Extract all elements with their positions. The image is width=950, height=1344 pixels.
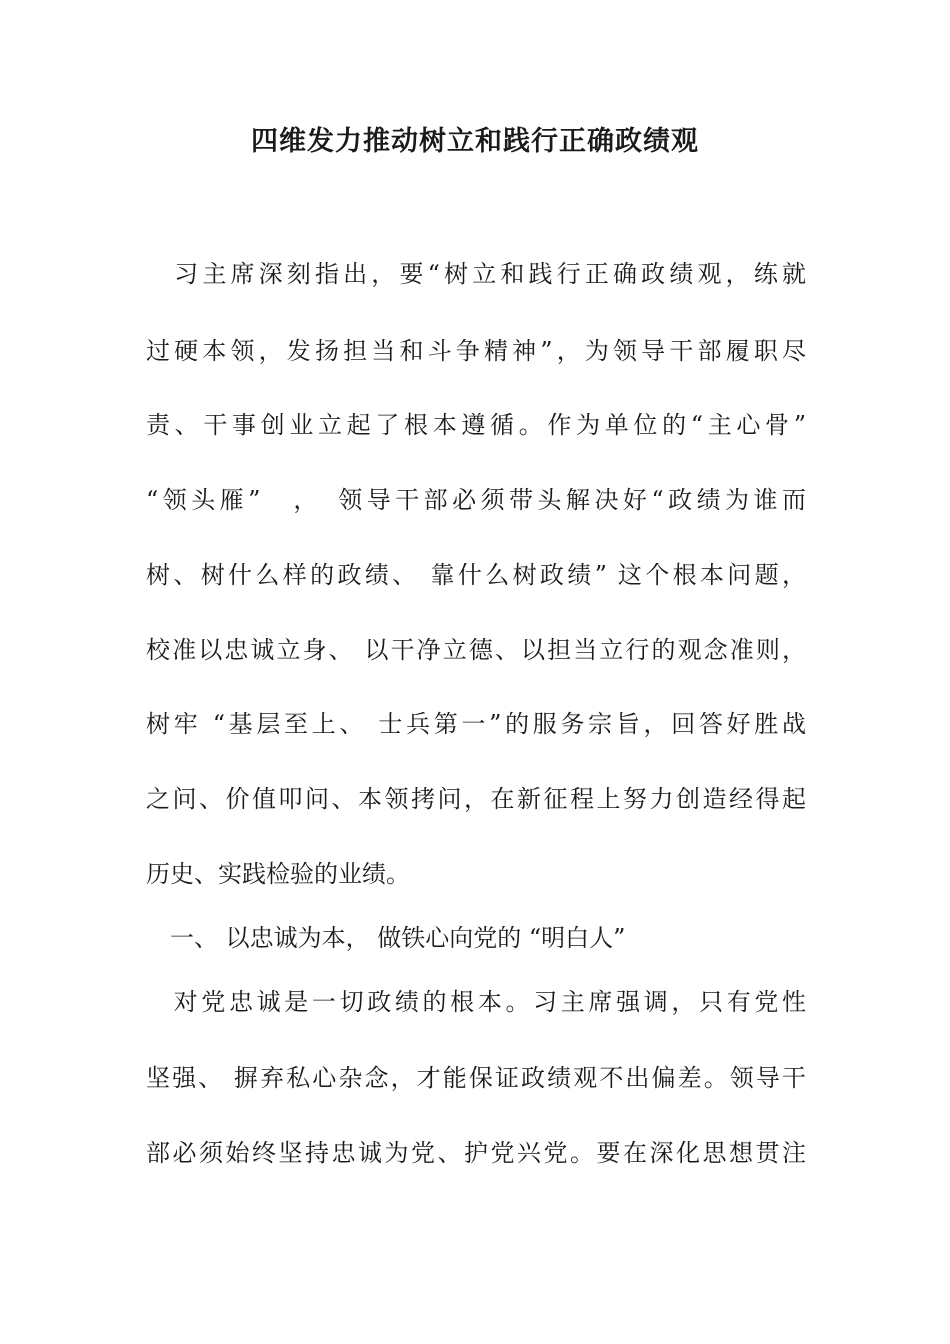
paragraph-line: 之问、价值叩问、本领拷问，在新征程上努力创造经得起 — [146, 785, 806, 813]
paragraph-line: 责、干事创业立起了根本遵循。作为单位的“主心骨” — [146, 411, 806, 439]
document-title: 四维发力推动树立和践行正确政绩观 — [251, 126, 699, 157]
paragraph-line: 树、树什么样的政绩、 靠什么树政绩” 这个根本问题， — [146, 561, 806, 589]
paragraph-line: 部必须始终坚持忠诚为党、护党兴党。要在深化思想贯注 — [146, 1139, 806, 1167]
paragraph-line: 树牢 “基层至上、 士兵第一”的服务宗旨，回答好胜战 — [146, 710, 806, 738]
paragraph-line: 过硬本领，发扬担当和斗争精神”，为领导干部履职尽 — [146, 337, 806, 365]
paragraph-line: 习主席深刻指出，要“树立和践行正确政绩观，练就 — [146, 260, 806, 288]
paragraph-line: 校准以忠诚立身、 以干净立德、以担当立行的观念准则， — [146, 636, 806, 664]
paragraph-line: “领头雁” ， 领导干部必须带头解决好“政绩为谁而 — [146, 486, 806, 514]
paragraph-line: 对党忠诚是一切政绩的根本。习主席强调，只有党性 — [146, 988, 806, 1016]
paragraph-line: 历史、实践检验的业绩。 — [146, 860, 410, 888]
paragraph-line: 坚强、 摒弃私心杂念，才能保证政绩观不出偏差。领导干 — [146, 1064, 806, 1092]
section-heading: 一、 以忠诚为本， 做铁心向党的 “明白人” — [146, 924, 626, 952]
